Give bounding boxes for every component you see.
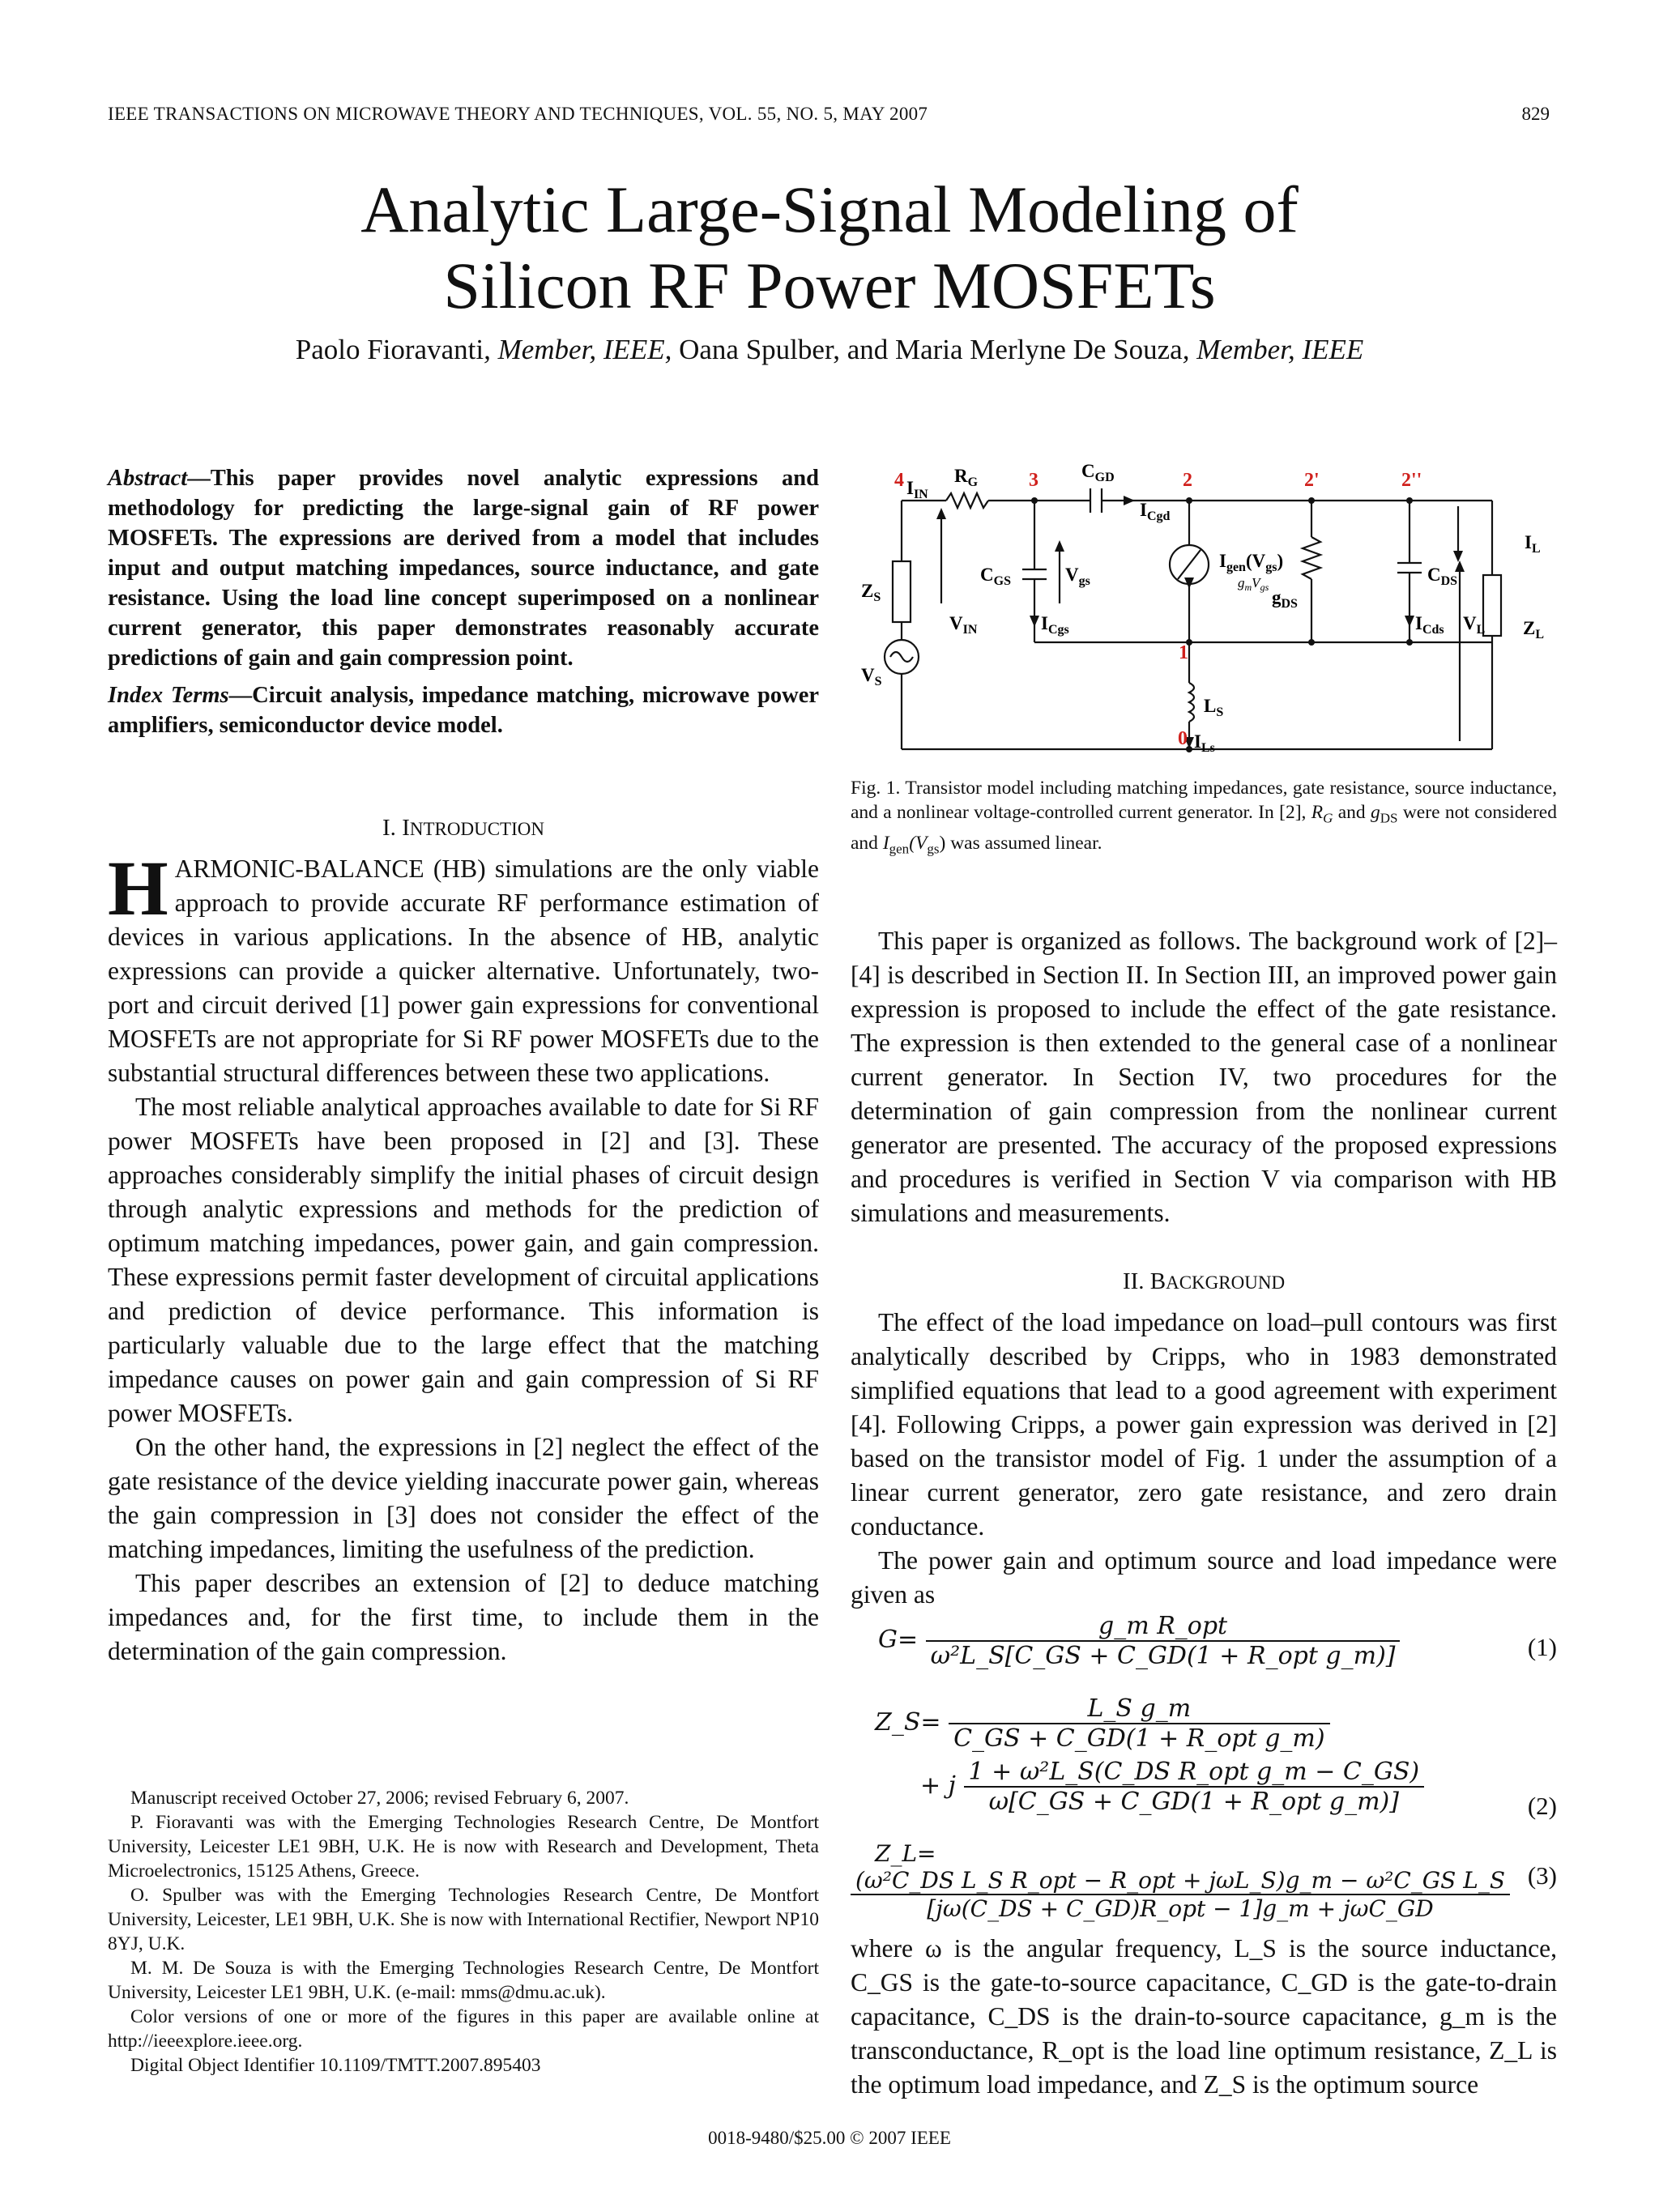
paper-title xyxy=(0,172,1659,324)
label-gm-vgs: $g_mV_{gs}$ xyxy=(1238,575,1269,593)
drop-cap: H xyxy=(108,845,168,931)
eq-number: (1) xyxy=(1527,1633,1557,1661)
section-2-initial: B xyxy=(1149,1268,1166,1294)
figure-1-caption xyxy=(851,776,1557,861)
section-2-body xyxy=(851,1306,1557,1612)
caption-text: and xyxy=(1333,802,1371,823)
footnote: O. Spulber was with the Emerging Technologies Research Centre, De Montfort University, Leicester, LE1 9BH, U.K. She is now with International Rectifier, Newport NP10 8YJ, U.K. xyxy=(108,1885,819,1954)
label-zl: $Z_L$ xyxy=(1523,618,1545,641)
label-icds: $I_{Cds}$ xyxy=(1415,613,1444,637)
paragraph: The most reliable analytical approaches available to date for Si RF power MOSFETs have been proposed in [2] and [3]. These approaches considerably simplify the initial phases of circuit design through analytic expressions and methods for the prediction of optimum matching impedances, power gain, and gain compression. These expressions permit faster development of circuital applications and prediction of device performance. This information is particularly valuable due to the large effect that the matching impedance causes on power gain and gain compression of Si RF power MOSFETs. xyxy=(108,1093,819,1427)
circuit-node-label: 1 xyxy=(1179,642,1188,663)
circuit-node-label: 2 xyxy=(1183,470,1192,491)
label-ls: $L_S$ xyxy=(1204,696,1224,719)
label-igen: $I_{gen}(V_{gs})$ xyxy=(1219,551,1284,574)
author-line xyxy=(0,334,1659,366)
circuit-node-label: 2'' xyxy=(1401,470,1422,491)
abstract-label: Abstract xyxy=(108,466,188,491)
label-vin: $V_{IN}$ xyxy=(949,613,978,637)
footnotes xyxy=(108,1786,819,2078)
eq-prefix: + j xyxy=(920,1771,956,1800)
index-terms-label: Index Terms xyxy=(108,683,229,708)
paragraph: On the other hand, the expressions in [2] neglect the effect of the gate resistance of the device yielding inaccurate power gain, whereas the gain compression in [3] does not consider the effect of the matching impedances, limiting the usefulness of the prediction. xyxy=(108,1433,819,1563)
label-icgs: $I_{Cgs}$ xyxy=(1041,613,1069,637)
author-3-role: , Member, IEEE xyxy=(1182,334,1364,365)
label-iin: $I_{IN}$ xyxy=(906,478,928,501)
eq-fraction: $\frac{\text{1 + ω²L\_S(C\_DS R\_opt g\_m − C\_GS)}}{\text{ω[C\_GS + C\_GD(1 + R\_opt g\_m)]}}$ xyxy=(964,1758,1425,1816)
label-icgd: $I_{Cgd}$ xyxy=(1140,500,1171,523)
section-2-number: II. xyxy=(1122,1268,1150,1294)
circuit-node-label: 0 xyxy=(1178,728,1188,749)
label-vgs: $V_{gs}$ xyxy=(1065,565,1090,588)
caption-text: ) was assumed linear. xyxy=(939,832,1102,854)
author-1-role: , Member, IEEE, xyxy=(484,334,672,365)
label-cgs: $C_{GS}$ xyxy=(980,565,1011,588)
title-line-2: Silicon RF Power MOSFETs xyxy=(443,249,1216,322)
paragraph: This paper describes an extension of [2] to deduce matching impedances and, for the first time, to include them in the determination of the gain compression. xyxy=(108,1569,819,1665)
label-vl: $V_L$ xyxy=(1463,613,1486,637)
eq-lhs: Z_S= xyxy=(875,1708,941,1737)
label-il: $I_L$ xyxy=(1525,532,1541,556)
section-1-heading xyxy=(108,815,819,842)
abstract xyxy=(108,463,819,673)
footnote: M. M. De Souza is with the Emerging Technologies Research Centre, De Montfort University, Leicester LE1 9BH, U.K. (e-mail: mms@dmu.ac.uk). xyxy=(108,1958,819,2003)
footnote: Manuscript received October 27, 2006; revised February 6, 2007. xyxy=(130,1788,629,1809)
page-number: 829 xyxy=(1521,104,1550,124)
paragraph: The power gain and optimum source and load impedance were given as xyxy=(851,1546,1557,1609)
section-2-heading xyxy=(851,1268,1557,1295)
section-1-number: I. xyxy=(382,815,403,841)
equation-2 xyxy=(851,1694,1557,1820)
right-column-intro xyxy=(851,924,1557,1230)
label-vs: $V_S$ xyxy=(861,665,882,688)
equation-1 xyxy=(851,1612,1557,1670)
label-cgd: $C_{GD}$ xyxy=(1081,461,1115,484)
eq-number: (3) xyxy=(1527,1861,1557,1890)
caption-text: were not considered and xyxy=(851,802,1557,854)
footnote: Color versions of one or more of the figures in this paper are available online at http://ieeexplore.ieee.org. xyxy=(108,2006,819,2052)
label-rg: $R_G$ xyxy=(954,466,979,489)
section-1-rest: NTRODUCTION xyxy=(409,819,544,839)
section-1-body xyxy=(108,845,819,1669)
index-terms-text: —Circuit analysis, impedance matching, microwave power amplifiers, semiconductor device model. xyxy=(108,683,819,738)
eq-fraction: $\frac{\text{g\_m R\_opt}}{\text{ω²L\_S[C\_GS + C\_GD(1 + R\_opt g\_m)]}}$ xyxy=(926,1612,1401,1670)
label-zs: $Z_S$ xyxy=(861,581,881,604)
label-gds: $g_{DS}$ xyxy=(1272,587,1298,611)
paragraph xyxy=(108,845,819,1090)
section-2-rest: ACKGROUND xyxy=(1166,1272,1286,1293)
section-1-initial: I xyxy=(402,815,410,841)
title-line-1: Analytic Large-Signal Modeling of xyxy=(360,173,1299,246)
paragraph: This paper is organized as follows. The background work of [2]–[4] is described in Section II. In Section III, an improved power gain expression is proposed to include the effect of the gate resistance. The expression is then extended to the general case of a nonlinear current generator. In Section IV, two procedures for the determination of gain compression from the nonlinear current generator are presented. The accuracy of the proposed expressions and procedures is verified in Section V via comparison with HB simulations and measurements. xyxy=(851,927,1557,1227)
eq-fraction: $\frac{\text{L\_S g\_m}}{\text{C\_GS + C\_GD(1 + R\_opt g\_m)}}$ xyxy=(949,1694,1329,1753)
eq-number: (2) xyxy=(1527,1792,1557,1820)
equation-3 xyxy=(851,1840,1557,1922)
footnote: P. Fioravanti was with the Emerging Technologies Research Centre, De Montfort University, Leicester LE1 9BH, U.K. He is now with Research and Development, Theta Microelectronics, 15125 Athens, Greece. xyxy=(108,1812,819,1882)
circuit-node-label: 2' xyxy=(1304,470,1320,491)
author-2-3: Oana Spulber, and Maria Merlyne De Souza xyxy=(672,334,1183,365)
circuit-node-label: 4 xyxy=(894,470,904,491)
eq-lhs: G= xyxy=(878,1626,919,1654)
footnote: Digital Object Identifier 10.1109/TMTT.2007.895403 xyxy=(130,2055,541,2076)
abstract-text: —This paper provides novel analytic expressions and methodology for predicting the large-signal gain of RF power MOSFETs. The expressions are derived from a model that includes input and output matching impedances, source inductance, and gate resistance. Using the load line concept superimposed on a nonlinear current generator, this paper demonstrates reasonably accurate predictions of gain and gain compression point. xyxy=(108,466,819,671)
caption-symbol: $I_{gen}(V_{gs}$ xyxy=(882,832,940,857)
circuit-node-label: 3 xyxy=(1029,470,1038,491)
eq-lhs: Z_L= xyxy=(875,1840,936,1867)
paragraph: where ω is the angular frequency, L_S is the source inductance, C_GS is the gate-to-source capacitance, C_GD is the gate-to-drain capacitance, C_DS is the drain-to-source capacitance, g_m is the transconductance, R_opt is the load line optimum resistance, Z_L is the optimum load impedance, and Z_S is the optimum source xyxy=(851,1934,1557,2099)
caption-text: Fig. 1. Transistor model including matching impedances, gate resistance, source inductance, and a nonlinear voltage-controlled current generator. In [2], xyxy=(851,778,1557,823)
caption-symbol: $R_G$ xyxy=(1311,802,1333,826)
label-cds: $C_{DS}$ xyxy=(1427,565,1458,588)
label-ils: $I_{Ls}$ xyxy=(1194,731,1215,755)
running-head: IEEE TRANSACTIONS ON MICROWAVE THEORY AND TECHNIQUES, VOL. 55, NO. 5, MAY 2007 xyxy=(108,104,928,124)
right-column-where xyxy=(851,1932,1557,2102)
index-terms xyxy=(108,680,819,740)
figure-1-circuit xyxy=(851,450,1563,757)
paragraph: The effect of the load impedance on load–pull contours was first analytically described by Cripps, who in 1983 demonstrated simplified equations that lead to a good agreement with experiment [4]. Following Cripps, a power gain expression was derived in [2] based on the transistor model of Fig. 1 under the assumption of a linear current generator, zero gate resistance, and zero drain conductance. xyxy=(851,1308,1557,1541)
eq-fraction: $\frac{\text{(ω²C\_DS L\_S R\_opt − R\_opt + jωL\_S)g\_m − ω²C\_GS L\_S}}{\text{[jω(C\_DS + C\_GD)R\_opt − 1]g\_m + jωC\_GD}}$ xyxy=(851,1867,1510,1922)
author-1: Paolo Fioravanti xyxy=(295,334,484,365)
copyright-footer: 0018-9480/$25.00 © 2007 IEEE xyxy=(708,2128,951,2148)
paragraph-text: ARMONIC-BALANCE (HB) simulations are the only viable approach to provide accurate RF performance estimation of devices in various applications. In the absence of HB, analytic expressions can provide a quicker alternative. Unfortunately, two-port and circuit derived [1] power gain expressions for conventional MOSFETs are not appropriate for Si RF power MOSFETs due to the substantial structural differences between these two applications. xyxy=(108,855,819,1087)
caption-symbol: $g_{DS}$ xyxy=(1371,802,1398,826)
eq-continuation xyxy=(920,1758,1557,1816)
